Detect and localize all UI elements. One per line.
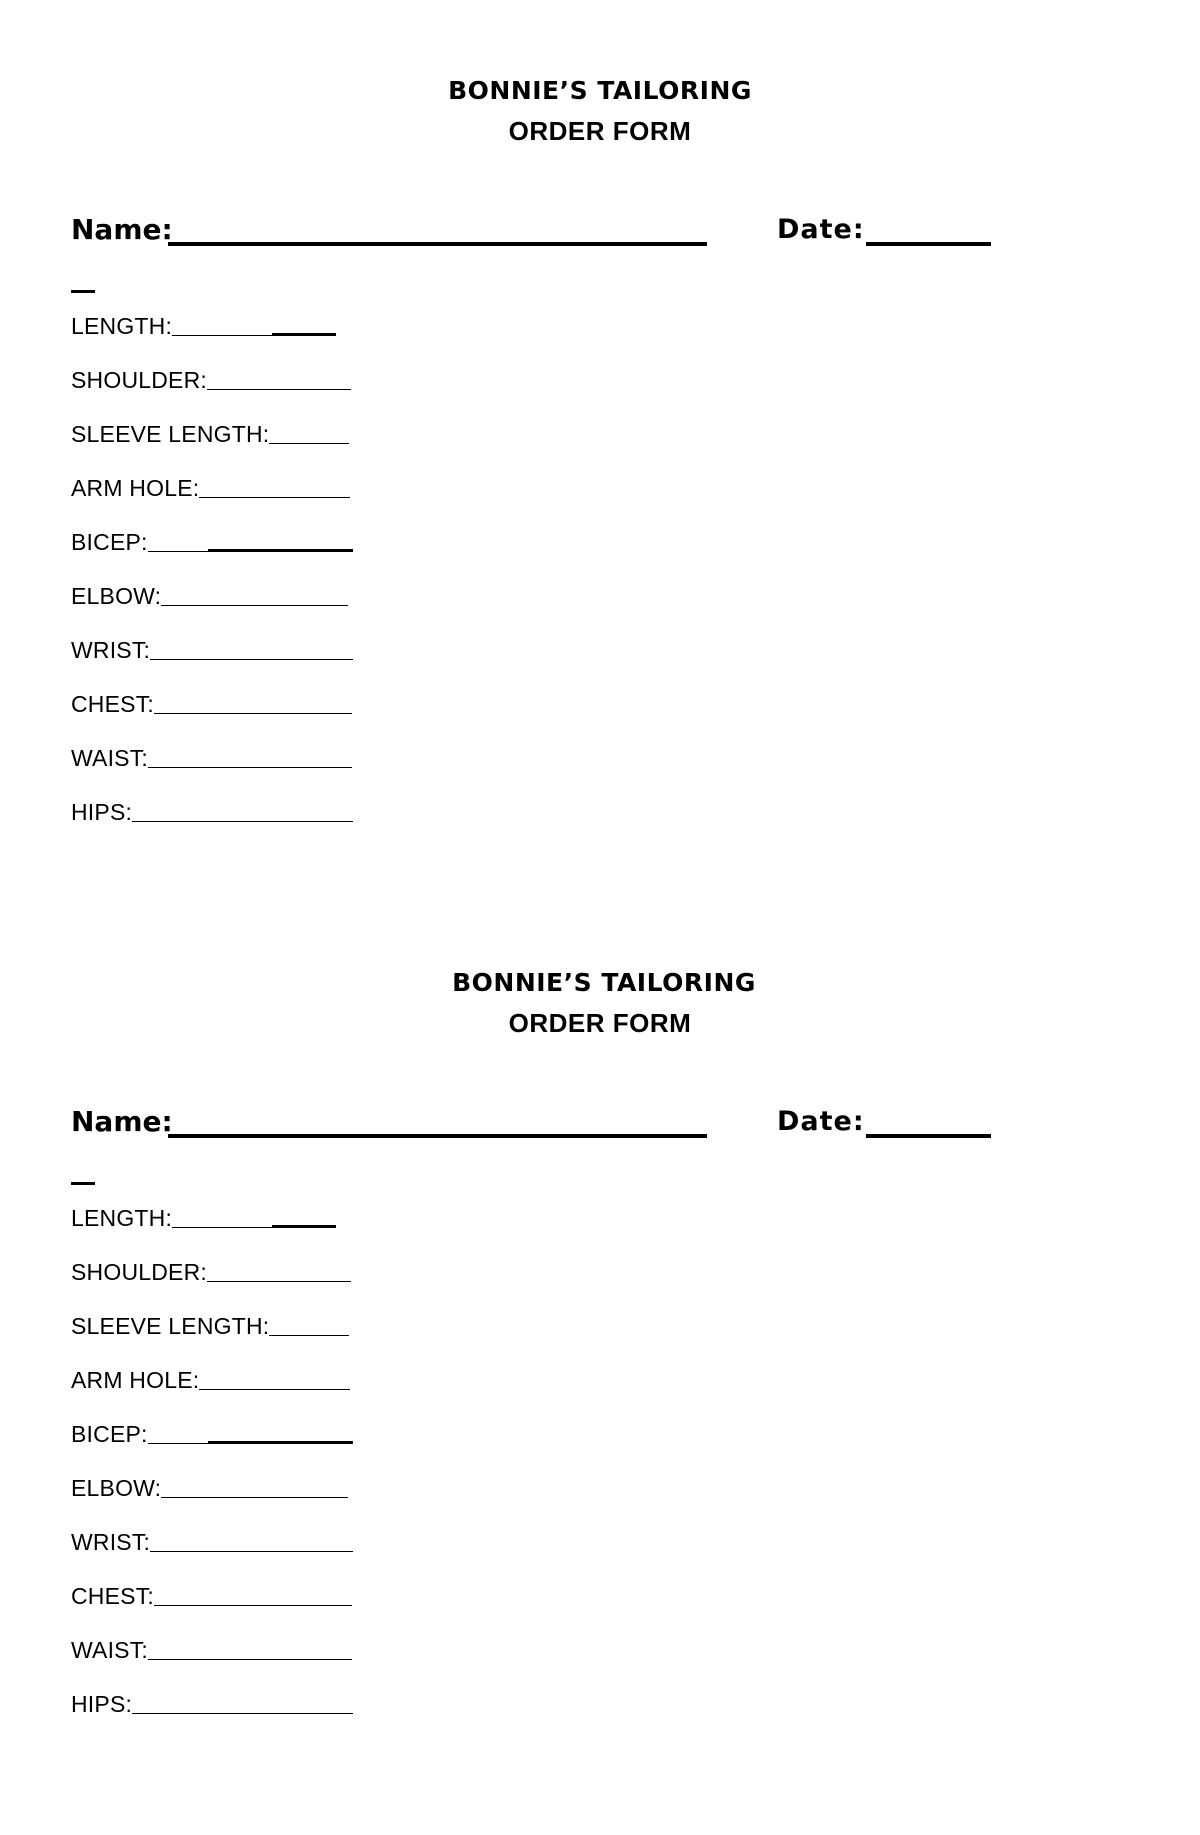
arm-hole-line[interactable] bbox=[199, 497, 350, 498]
arm-hole-label: ARM HOLE: bbox=[71, 475, 200, 501]
length-field[interactable] bbox=[71, 306, 336, 340]
hips-line[interactable] bbox=[132, 821, 353, 822]
arm-hole-field[interactable] bbox=[71, 468, 350, 502]
sleeve-length-label: SLEEVE LENGTH: bbox=[71, 421, 270, 447]
hips-field[interactable] bbox=[71, 1684, 353, 1718]
length-label: LENGTH: bbox=[71, 1205, 173, 1231]
date-field-line[interactable] bbox=[866, 242, 991, 246]
divider-dash bbox=[71, 1182, 95, 1185]
wrist-field[interactable] bbox=[71, 1522, 353, 1556]
chest-label: CHEST: bbox=[71, 1583, 154, 1609]
shoulder-line[interactable] bbox=[207, 389, 351, 390]
elbow-label: ELBOW: bbox=[71, 1475, 162, 1501]
length-label: LENGTH: bbox=[71, 313, 173, 339]
sleeve-length-line[interactable] bbox=[269, 1335, 349, 1336]
chest-line[interactable] bbox=[154, 713, 352, 714]
elbow-line[interactable] bbox=[161, 605, 348, 606]
bicep-label: BICEP: bbox=[71, 529, 148, 555]
date-label: Date: bbox=[777, 214, 865, 245]
order-form-1 bbox=[0, 0, 1200, 860]
waist-label: WAIST: bbox=[71, 745, 149, 771]
name-field-line[interactable] bbox=[168, 242, 707, 246]
form-subtitle: ORDER FORM bbox=[508, 116, 692, 146]
arm-hole-label: ARM HOLE: bbox=[71, 1367, 200, 1393]
length-line-extension[interactable] bbox=[272, 1225, 336, 1228]
bicep-field[interactable] bbox=[71, 522, 353, 556]
elbow-field[interactable] bbox=[71, 576, 348, 610]
shoulder-field[interactable] bbox=[71, 360, 351, 394]
bicep-line-extension[interactable] bbox=[208, 1441, 353, 1444]
hips-label: HIPS: bbox=[71, 1691, 133, 1717]
form-subtitle: ORDER FORM bbox=[508, 1008, 692, 1038]
sleeve-length-field[interactable] bbox=[71, 414, 349, 448]
arm-hole-field[interactable] bbox=[71, 1360, 350, 1394]
arm-hole-line[interactable] bbox=[199, 1389, 350, 1390]
waist-field[interactable] bbox=[71, 1630, 352, 1664]
length-line[interactable] bbox=[172, 1227, 272, 1228]
name-label: Name: bbox=[71, 1105, 173, 1138]
length-line[interactable] bbox=[172, 335, 272, 336]
bicep-field[interactable] bbox=[71, 1414, 353, 1448]
elbow-field[interactable] bbox=[71, 1468, 348, 1502]
elbow-label: ELBOW: bbox=[71, 583, 162, 609]
order-form-2 bbox=[0, 892, 1200, 1752]
hips-label: HIPS: bbox=[71, 799, 133, 825]
hips-line[interactable] bbox=[132, 1713, 353, 1714]
sleeve-length-label: SLEEVE LENGTH: bbox=[71, 1313, 270, 1339]
chest-label: CHEST: bbox=[71, 691, 154, 717]
shoulder-label: SHOULDER: bbox=[71, 1259, 207, 1285]
wrist-label: WRIST: bbox=[71, 1529, 151, 1555]
length-field[interactable] bbox=[71, 1198, 336, 1232]
chest-field[interactable] bbox=[71, 1576, 352, 1610]
sleeve-length-line[interactable] bbox=[269, 443, 349, 444]
wrist-label: WRIST: bbox=[71, 637, 151, 663]
elbow-line[interactable] bbox=[161, 1497, 348, 1498]
bicep-line-extension[interactable] bbox=[208, 549, 353, 552]
wrist-line[interactable] bbox=[150, 659, 353, 660]
date-label: Date: bbox=[777, 1106, 865, 1137]
form-title: BONNIE’S TAILORING bbox=[452, 968, 756, 997]
sleeve-length-field[interactable] bbox=[71, 1306, 349, 1340]
waist-line[interactable] bbox=[148, 767, 352, 768]
form-title: BONNIE’S TAILORING bbox=[448, 76, 752, 105]
date-field-line[interactable] bbox=[866, 1134, 991, 1138]
shoulder-field[interactable] bbox=[71, 1252, 351, 1286]
shoulder-line[interactable] bbox=[207, 1281, 351, 1282]
waist-field[interactable] bbox=[71, 738, 352, 772]
chest-line[interactable] bbox=[154, 1605, 352, 1606]
name-label: Name: bbox=[71, 213, 173, 246]
chest-field[interactable] bbox=[71, 684, 352, 718]
bicep-line[interactable] bbox=[148, 1443, 208, 1444]
bicep-label: BICEP: bbox=[71, 1421, 148, 1447]
wrist-line[interactable] bbox=[150, 1551, 353, 1552]
wrist-field[interactable] bbox=[71, 630, 353, 664]
shoulder-label: SHOULDER: bbox=[71, 367, 207, 393]
bicep-line[interactable] bbox=[148, 551, 208, 552]
length-line-extension[interactable] bbox=[272, 333, 336, 336]
waist-label: WAIST: bbox=[71, 1637, 149, 1663]
hips-field[interactable] bbox=[71, 792, 353, 826]
waist-line[interactable] bbox=[148, 1659, 352, 1660]
divider-dash bbox=[71, 290, 95, 293]
name-field-line[interactable] bbox=[168, 1134, 707, 1138]
